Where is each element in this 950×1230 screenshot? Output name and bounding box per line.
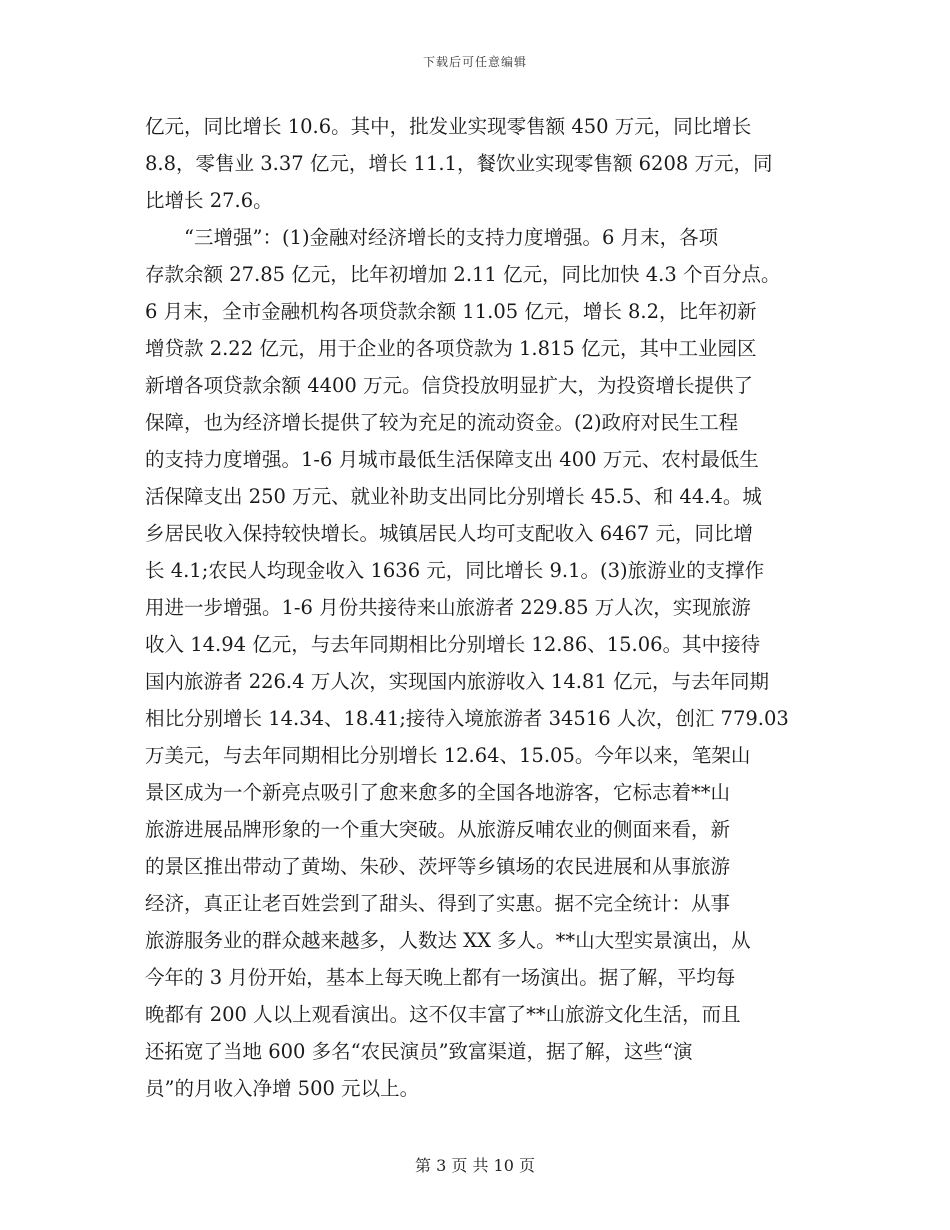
text-line: 用进一步增强。1-6 月份共接待来山旅游者 229.85 万人次，实现旅游 <box>145 596 751 619</box>
text-line: 的景区推出带动了黄坳、朱砂、茨坪等乡镇场的农民进展和从事旅游 <box>145 855 731 878</box>
text-line: 经济，真正让老百姓尝到了甜头、得到了实惠。据不完全统计：从事 <box>145 892 731 915</box>
text-line: 相比分别增长 14.34、18.41;接待入境旅游者 34516 人次，创汇 779.03 <box>145 707 789 730</box>
text-line: 存款余额 27.85 亿元，比年初增加 2.11 亿元，同比加快 4.3 个百分点。 <box>145 263 781 286</box>
text-line: 的支持力度增强。1-6 月城市最低生活保障支出 400 万元、农村最低生 <box>145 448 759 471</box>
text-line: 长 4.1;农民人均现金收入 1636 元，同比增长 9.1。(3)旅游业的支撑作 <box>145 559 765 582</box>
text-line: 晚都有 200 人以上观看演出。这不仅丰富了**山旅游文化生活，而且 <box>145 1003 741 1026</box>
text-line: 保障，也为经济增长提供了较为充足的流动资金。(2)政府对民生工程 <box>145 411 739 434</box>
text-line: 旅游进展品牌形象的一个重大突破。从旅游反哺农业的侧面来看，新 <box>145 818 731 841</box>
text-line: 今年的 3 月份开始，基本上每天晚上都有一场演出。据了解，平均每 <box>145 966 736 989</box>
text-line: 万美元，与去年同期相比分别增长 12.64、15.05。今年以来，笔架山 <box>145 744 751 767</box>
text-line: 亿元，同比增长 10.6。其中，批发业实现零售额 450 万元，同比增长 <box>145 115 752 138</box>
text-line: “三增强”：(1)金融对经济增长的支持力度增强。6 月末，各项 <box>145 226 719 249</box>
text-line: 国内旅游者 226.4 万人次，实现国内旅游收入 14.81 亿元，与去年同期 <box>145 670 769 693</box>
text-line: 旅游服务业的群众越来越多，人数达 XX 多人。**山大型实景演出，从 <box>145 929 751 952</box>
text-line: 6 月末，全市金融机构各项贷款余额 11.05 亿元，增长 8.2，比年初新 <box>145 300 757 323</box>
text-line: 比增长 27.6。 <box>145 189 273 212</box>
text-line: 新增各项贷款余额 4400 万元。信贷投放明显扩大，为投资增长提供了 <box>145 374 754 397</box>
text-line: 收入 14.94 亿元，与去年同期相比分别增长 12.86、15.06。其中接待 <box>145 633 761 656</box>
page-footer: 第 3 页 共 10 页 <box>415 1156 535 1175</box>
page-header: 下载后可任意编辑 <box>422 55 527 69</box>
text-line: 还拓宽了当地 600 多名“农民演员”致富渠道，据了解，这些“演 <box>145 1040 693 1063</box>
text-line: 景区成为一个新亮点吸引了愈来愈多的全国各地游客，它标志着**山 <box>145 781 731 804</box>
text-line: 增贷款 2.22 亿元，用于企业的各项贷款为 1.815 亿元，其中工业园区 <box>145 337 757 360</box>
text-line: 活保障支出 250 万元、就业补助支出同比分别增长 45.5、和 44.4。城 <box>145 485 762 508</box>
text-line: 员”的月收入净增 500 元以上。 <box>145 1077 420 1100</box>
text-line: 8.8，零售业 3.37 亿元，增长 11.1，餐饮业实现零售额 6208 万元，同 <box>145 152 773 175</box>
text-line: 乡居民收入保持较快增长。城镇居民人均可支配收入 6467 元，同比增 <box>145 522 754 545</box>
body-text <box>145 108 805 1107</box>
